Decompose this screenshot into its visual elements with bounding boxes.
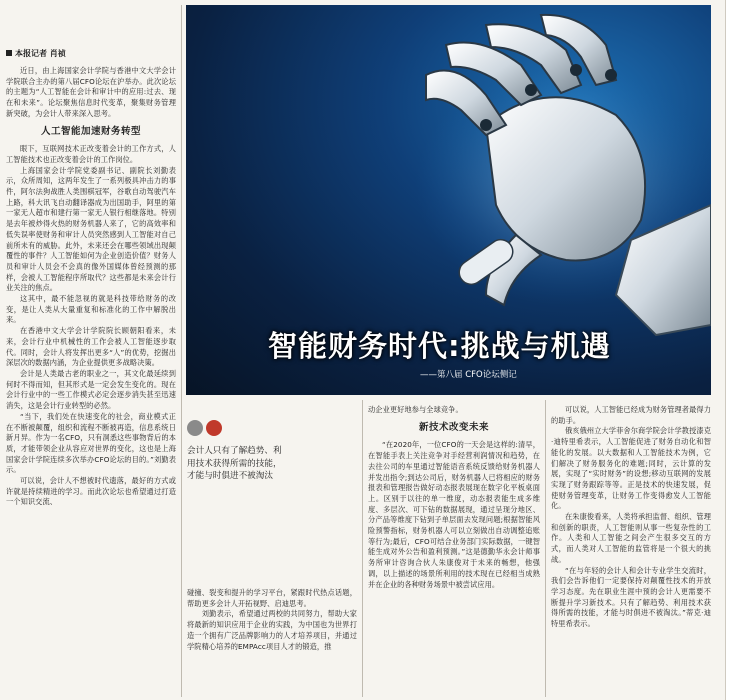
paragraph: 可以说，会计人不想被时代遗落，最好的方式或许就是持续精进的学习。而此次论坛也希望通过打造一个知识交流、 [6, 476, 176, 507]
quote-marks [187, 420, 225, 440]
paragraph: “在与年轻的会计人和会计专业学生交流时，我们会告诉他们一定要保持对颠覆性技术的开放学习态度。先在职业生涯中预的会计人更需要不断提升学习新技术。只有了解趋势、利用技术获得所需的技能，才能与时俱进不被淘汰。”蒂克·迪特里希表示。 [551, 565, 711, 629]
paragraph: “当下，我们处在快速变化的社会，商业模式正在不断被颠覆，组织和流程不断被再造，信息系统日新月异。作为一名CFO，只有洞悉这些事物背后的本质，才能带领企业从容应对世界的变化，这也是上海国家会计学院连续多次举办CFO论坛的目的。”刘勤表示。 [6, 411, 176, 475]
section-heading-ai: 人工智能加速财务转型 [40, 125, 141, 137]
byline [6, 48, 66, 59]
article-column-1 [6, 66, 176, 698]
section-heading-tech: 新技术改变未来 [418, 421, 489, 433]
column-divider [362, 400, 363, 697]
paragraph: 动企业更好地参与全球竞争。 [368, 405, 463, 414]
paragraph: 会计是人类最古老的职业之一，其文化最延续到何时不得而知，但其形式是一定会发生变化的。现在会计行业中的一些工作模式必定会逐步消失甚至迅速消失，这是会计行业转型的必然。 [6, 368, 176, 411]
column-divider [545, 400, 546, 697]
article-column-3 [368, 405, 540, 697]
byline-text: 本报记者 肖祯 [15, 49, 66, 58]
headline: 智能财务时代:挑战与机遇 [268, 329, 611, 363]
paragraph: 在朱康俊看来，人类将承担监督、组织、管理和创新的职责，人工智能则从事一些复杂性的工作。人类和人工智能之间会产生很多交互的方式，而人类对人工智能的监管将是一个很大的挑战。 [551, 512, 711, 564]
paragraph: “在2020年，一位CFO的一天会是这样的:清早，在智能手表上关注竞争对手经营利润情况和趋势，在去往公司的车里通过智能语音系统反馈给财务机器人并发出指令;到达公司后，财务机器人已将相应的财务报表和管理报告做好动态报表展现在数字化平板桌面上。区别于以往的单一维度，动态报表能生成多维度、多层次、可下钻的数据展现，通过呈现分地区、分产品等维度下钻到子单层面去发现问题;根据智能风险预警指标，财务机器人可以立刻做出自动调整追账等行为;最后，CFO可结合业务部门实际数据，一键智能生成对外公告和盈利预测。”这是德勤华永会计师事务所审计咨询合伙人朱康俊对于未来的畅想，他强调，以上描述的场景所利用的技术现在已经相当成熟并在企业的各种财务场景中被尝试应用。 [368, 440, 540, 589]
article-column-2: 碰撞、裂变和提升的学习平台，紧跟时代热点话题，帮助更多会计人开拓视野、启迪思考。 刘勤表示，希望通过两校的共同努力，帮助大家将最新的知识应用于企业的实践，为中国也为世界打造一个拥有广泛品牌影响力的人才培养项目，并通过学院精心培养的EMPAcc项目人才的锻造，推 [187, 588, 357, 651]
grey-dot-icon [187, 420, 203, 436]
pull-quote: 会计人只有了解趋势、利用技术获得所需的技能，才能与时俱进不被淘汰 [187, 446, 282, 482]
paragraph: 眼下，互联网技术正改变着会计的工作方式，人工智能技术也正改变着会计的工作岗位。 [6, 144, 176, 164]
intro-paragraph: 近日，由上海国家会计学院与香港中文大学会计学院联合主办的第八届CFO论坛在沪举办。此次论坛的主题为“人工智能在会计和审计中的应用:过去、现在和未来”。论坛聚焦信息时代变革，聚集财务管理新突破，为会计人带来深入思考。 [6, 66, 176, 118]
paragraph: 这其中，最不能忽视的就是科技带给财务的改变，是让人类从大量重复和标准化的工作中解脱出来。 [6, 294, 176, 325]
paragraph: 在香港中文大学会计学院院长顾朝阳看来，未来，会计行业中机械性的工作会被人工智能逐步取代。同时，会计人将发挥出更多“人”的优势，挖掘出深层次的数据内涵，为企业提供更多战略决策。 [6, 326, 176, 368]
paragraph: 上海国家会计学院党委副书记、副院长刘勤表示，众所周知，这两年发生了一系列极具冲击力的事件，阿尔法狗战胜人类围棋冠军，谷歌自动驾驶汽车上路，科大讯飞自动翻译器成为出国助手，阿里的第一家无人超市和建行第一家无人银行相继落地。特别是去年被炒得火热的财务机器人来了，它的高效率和低失误率使财务和审计人员突然感到人工智能对自己前所未有的威胁。此外，未来还会在哪些领域出现颠覆性的事件？人工智能如何为企业创造价值？财务人员和审计人员会不会真的像外国媒体曾经预测的那样，会被人工智能程序所取代？这些都是未来会计行业关注的焦点。 [6, 165, 176, 293]
column-divider [181, 5, 182, 697]
paragraph: 可以说，人工智能已经成为财务管理者最得力的助手。 [551, 405, 711, 425]
red-dot-icon [206, 420, 222, 436]
subtitle: ——第八届 CFO论坛侧记 [420, 370, 517, 380]
square-bullet-icon [6, 50, 12, 56]
paragraph: 俄亥俄州立大学菲舍尔商学院会计学教授漆克·迪特里希表示，人工智能促进了财务自动化和智能化的发展。以大数据和人工智能技术为例，它们解决了财务服务化的难题;同时，云计算的发展，实现了“实时财务”的设想;移动互联网的发展实现了财务跟踪等等。正是技术的快速发展，促使财务管理变革，让财务工作变得愈发人工智能化。 [551, 426, 711, 511]
page-edge [725, 0, 736, 700]
article-column-4 [551, 405, 711, 697]
